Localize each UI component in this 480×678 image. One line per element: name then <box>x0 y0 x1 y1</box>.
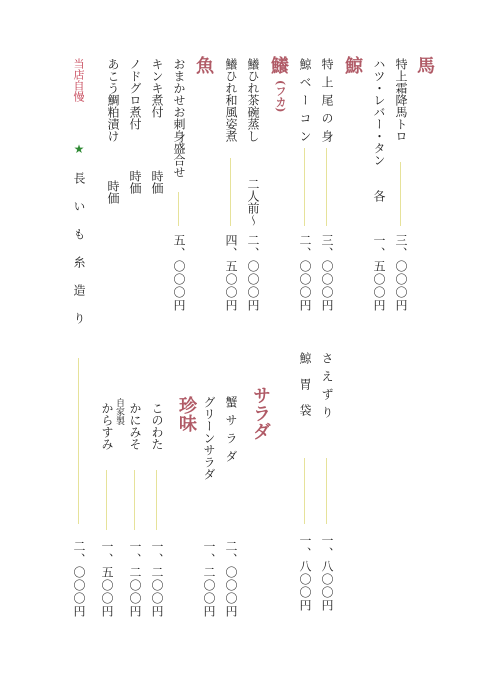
menu-item-note: 二人前〜 <box>246 178 260 226</box>
menu-item-name: かにみそ <box>128 402 142 450</box>
menu-item-price: 四、五〇〇円 <box>224 234 238 312</box>
menu-item-price: 三、〇〇〇円 <box>320 234 334 312</box>
menu-item-note: 時価 <box>128 170 142 194</box>
leader-line <box>230 158 231 226</box>
special-item-name: 長いも糸造り <box>72 172 86 340</box>
leader-line <box>156 470 157 530</box>
heading-salad: サラダ <box>250 386 271 440</box>
leader-line <box>106 470 107 530</box>
menu-item-price: 五、〇〇〇円 <box>172 234 186 312</box>
menu-item-name: キンキ煮付 <box>150 58 164 118</box>
leader-line <box>326 458 327 524</box>
special-item-price: 二、〇〇〇円 <box>72 540 86 618</box>
heading-fuka-ruby: (フカ) <box>274 80 287 113</box>
menu-item-name: このわた <box>150 402 164 450</box>
menu-item-price: 一、五〇〇円 <box>372 234 386 312</box>
menu-item-name: ノドグロ煮付 <box>128 58 142 130</box>
special-label: 当店自慢 <box>72 58 85 102</box>
menu-item-name: グリーンサラダ <box>202 396 216 480</box>
menu-item-price: 一、二〇〇円 <box>202 540 216 618</box>
menu-item-note: 時価 <box>106 180 120 204</box>
menu-item-price: 二、〇〇〇円 <box>298 234 312 312</box>
heading-kujira: 鯨 <box>342 56 363 74</box>
heading-fuka: 鱶 <box>268 56 289 74</box>
menu-item-name: さえずり <box>320 352 334 424</box>
leader-line <box>178 192 179 226</box>
leader-line <box>326 148 327 226</box>
menu-item-name: ハツ・レバー・タン <box>372 58 386 166</box>
menu-item-price: 二、〇〇〇円 <box>224 540 238 618</box>
menu-item-price: 一、五〇〇円 <box>100 540 114 618</box>
menu-item-name: からすみ <box>100 402 114 450</box>
star-icon: ★ <box>72 142 86 156</box>
heading-uma: 馬 <box>414 56 435 74</box>
menu-item-price: 一、二〇〇円 <box>128 540 142 618</box>
menu-item-name: 特上尾の身 <box>320 58 334 148</box>
menu-item-name: 鱶ひれ茶碗蒸し <box>246 58 260 142</box>
menu-item-prefix: 自家製 <box>114 398 124 425</box>
menu-item-price: 二、〇〇〇円 <box>246 234 260 312</box>
menu-item-note: 各 <box>372 190 386 202</box>
leader-line <box>400 162 401 226</box>
menu-item-price: 三、〇〇〇円 <box>394 234 408 312</box>
leader-line <box>304 148 305 226</box>
menu-item-name: 鯨ベーコン <box>298 58 312 148</box>
menu-item-name: 蟹サラダ <box>224 396 238 468</box>
menu-item-name: 鯨胃袋 <box>298 352 312 430</box>
menu-item-name: あこう鯛粕漬け <box>106 58 120 142</box>
leader-line <box>134 470 135 530</box>
menu-item-price: 一、八〇〇円 <box>298 534 312 612</box>
leader-line <box>78 358 79 524</box>
menu-item-note: 時価 <box>150 170 164 194</box>
leader-line <box>304 458 305 524</box>
heading-sakana: 魚 <box>193 56 214 74</box>
menu-item-name: 鱶ひれ和風姿煮 <box>224 58 238 142</box>
menu-item-price: 一、二〇〇円 <box>150 540 164 618</box>
menu-item-name: 特上霜降馬トロ <box>394 58 408 142</box>
menu-item-name: おまかせお刺身盛合せ <box>172 58 186 178</box>
menu-item-price: 一、八〇〇円 <box>320 534 334 612</box>
heading-chinmi: 珍味 <box>176 396 197 432</box>
